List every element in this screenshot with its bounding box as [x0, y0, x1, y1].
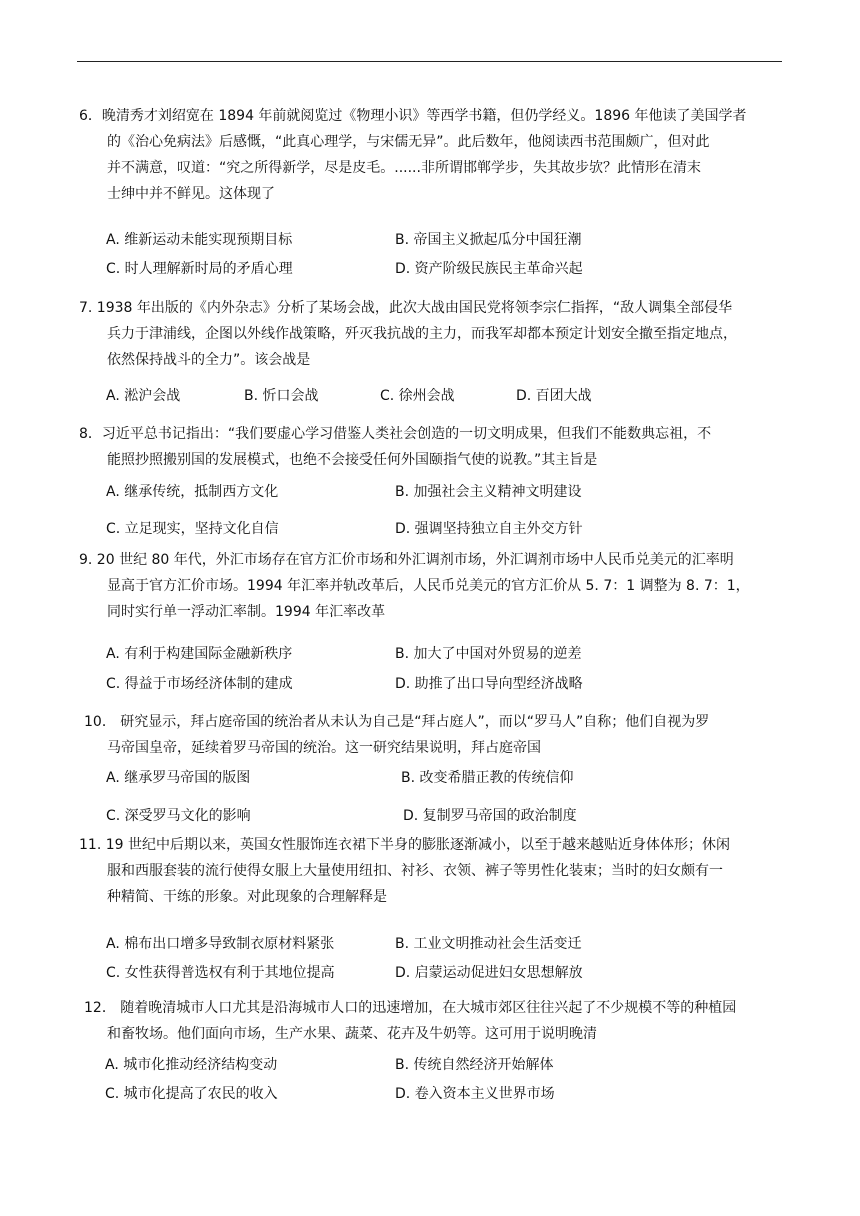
option-a[interactable]: A. 城市化推动经济结构变动	[105, 1057, 278, 1073]
question-stem-line: 的《治心免病法》后感慨，“此真心理学，与宋儒无异”。此后数年，他阅读西书范围颇广，但对此	[107, 134, 710, 150]
question-11	[79, 832, 784, 910]
option-c[interactable]: C. 城市化提高了农民的收入	[105, 1086, 278, 1102]
option-d[interactable]: D. 百团大战	[516, 388, 592, 404]
option-d[interactable]: D. 强调坚持独立自主外交方针	[395, 521, 583, 537]
question-stem-line: 马帝国皇帝，延续着罗马帝国的统治。这一研究结果说明，拜占庭帝国	[107, 740, 541, 756]
option-d[interactable]: D. 资产阶级民族民主革命兴起	[395, 261, 583, 277]
question-stem-line: 并不满意，叹道：“究之所得新学，尽是皮毛。......非所谓邯郸学步，失其故步欤？此情形在清末	[107, 160, 701, 176]
question-stem-line: 11. 19 世纪中后期以来，英国女性服饰连衣裙下半身的膨胀逐渐减小，以至于越来越贴近身体体形；休闲	[79, 837, 730, 853]
question-stem-line: 7. 1938 年出版的《内外杂志》分析了某场会战，此次大战由国民党将领李宗仁指挥，“敌人调集全部侵华	[79, 300, 733, 316]
option-d[interactable]: D. 助推了出口导向型经济战略	[395, 676, 583, 692]
question-12	[84, 995, 784, 1047]
option-d[interactable]: D. 启蒙运动促进妇女思想解放	[395, 965, 583, 981]
question-stem-line: 能照抄照搬别国的发展模式，也绝不会接受任何外国颐指气使的说教。”其主旨是	[107, 452, 598, 468]
option-d[interactable]: D. 卷入资本主义世界市场	[395, 1086, 555, 1102]
option-a[interactable]: A. 继承罗马帝国的版图	[106, 770, 251, 786]
question-stem-line: 士绅中并不鲜见。这体现了	[107, 186, 275, 202]
option-c[interactable]: C. 时人理解新时局的矛盾心理	[106, 261, 293, 277]
option-b[interactable]: B. 工业文明推动社会生活变迁	[395, 936, 582, 952]
option-b[interactable]: B. 加强社会主义精神文明建设	[395, 484, 582, 500]
option-b[interactable]: B. 加大了中国对外贸易的逆差	[395, 646, 582, 662]
question-stem-line: 8．习近平总书记指出：“我们要虚心学习借鉴人类社会创造的一切文明成果，但我们不能数典忘祖，不	[79, 426, 712, 442]
header-rule	[77, 61, 782, 62]
option-c[interactable]: C. 女性获得普选权有利于其地位提高	[106, 965, 335, 981]
question-9	[79, 547, 784, 625]
option-c[interactable]: C. 徐州会战	[380, 388, 455, 404]
question-stem-line: 10． 研究显示，拜占庭帝国的统治者从未认为自己是“拜占庭人”，而以“罗马人”自称；他们自视为罗	[84, 714, 710, 730]
question-stem-line: 兵力于津浦线，企图以外线作战策略，歼灭我抗战的主力，而我军却都本预定计划安全撤至指定地点，	[107, 326, 737, 342]
option-a[interactable]: A. 有利于构建国际金融新秩序	[106, 646, 293, 662]
option-d[interactable]: D. 复制罗马帝国的政治制度	[403, 808, 577, 824]
question-stem-line: 6．晚清秀才刘绍宽在 1894 年前就阅览过《物理小识》等西学书籍，但仍学经义。1896 年他读了美国学者	[79, 108, 747, 124]
question-stem-line: 服和西服套装的流行使得女服上大量使用纽扣、衬衫、衣领、裤子等男性化装束；当时的妇女颇有一	[107, 863, 723, 879]
question-stem-line: 9. 20 世纪 80 年代，外汇市场存在官方汇价市场和外汇调剂市场，外汇调剂市场中人民币兑美元的汇率明	[79, 552, 734, 568]
option-b[interactable]: B. 改变希腊正教的传统信仰	[401, 770, 574, 786]
option-b[interactable]: B. 传统自然经济开始解体	[395, 1057, 554, 1073]
question-stem-line: 和畜牧场。他们面向市场，生产水果、蔬菜、花卉及牛奶等。这可用于说明晚清	[107, 1026, 597, 1042]
question-stem-line: 同时实行单一浮动汇率制。1994 年汇率改革	[107, 604, 386, 620]
question-stem-line: 依然保持战斗的全力”。该会战是	[107, 352, 311, 368]
option-a[interactable]: A. 继承传统，抵制西方文化	[106, 484, 279, 500]
question-stem-line: 显高于官方汇价市场。1994 年汇率并轨改革后，人民币兑美元的官方汇价从 5. 7：1 调整为 8. 7：1，	[107, 578, 750, 594]
option-b[interactable]: B. 忻口会战	[244, 388, 319, 404]
question-10	[84, 709, 784, 761]
question-6	[79, 103, 784, 207]
question-8	[79, 421, 784, 473]
option-a[interactable]: A. 淞沪会战	[106, 388, 181, 404]
option-c[interactable]: C. 立足现实，坚持文化自信	[106, 521, 279, 537]
question-stem-line: 12． 随着晚清城市人口尤其是沿海城市人口的迅速增加，在大城市郊区往往兴起了不少规模不等的种植园	[84, 1000, 737, 1016]
option-c[interactable]: C. 深受罗马文化的影响	[106, 808, 251, 824]
option-a[interactable]: A. 棉布出口增多导致制衣原材料紧张	[106, 936, 335, 952]
question-7	[79, 295, 784, 373]
option-c[interactable]: C. 得益于市场经济体制的建成	[106, 676, 293, 692]
option-b[interactable]: B. 帝国主义掀起瓜分中国狂潮	[395, 232, 582, 248]
option-a[interactable]: A. 维新运动未能实现预期目标	[106, 232, 293, 248]
question-stem-line: 种精简、干练的形象。对此现象的合理解释是	[107, 889, 387, 905]
